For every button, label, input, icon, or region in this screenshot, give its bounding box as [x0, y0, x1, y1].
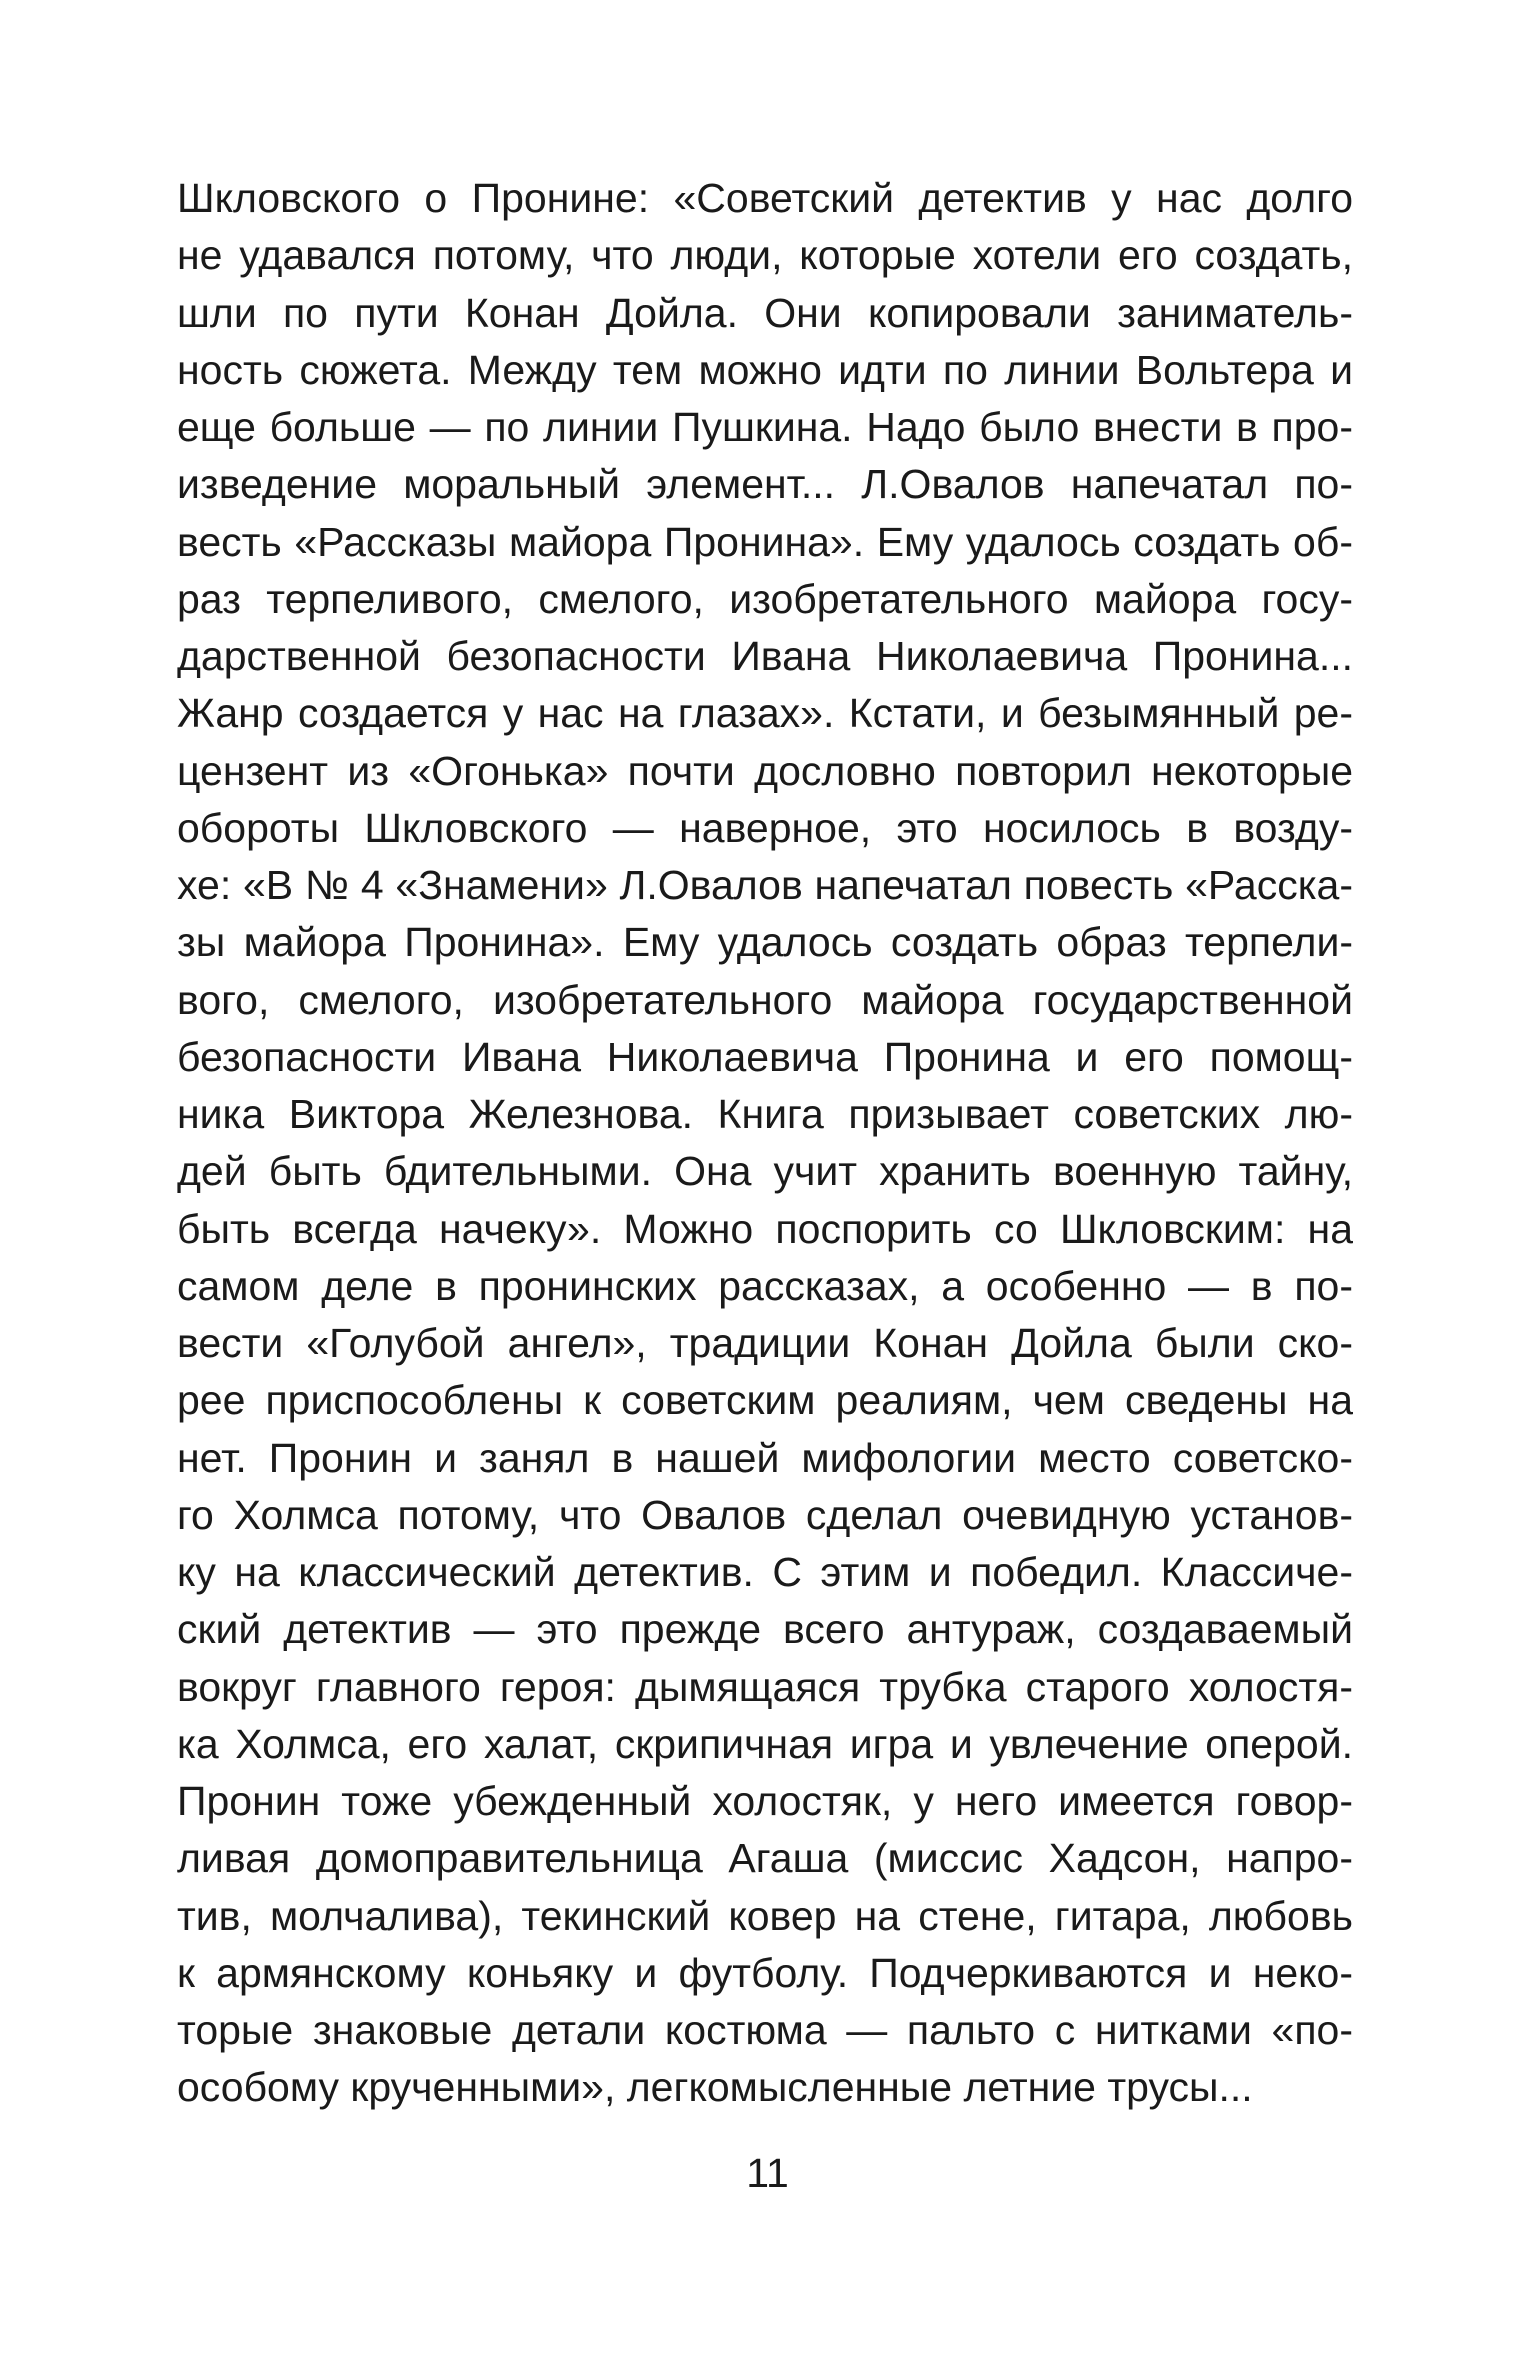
text-line: вести «Голубой ангел», традиции Конан Дойла были ско-: [177, 1320, 1353, 1366]
text-line: ника Виктора Железнова. Книга призывает советских лю-: [177, 1091, 1353, 1137]
text-line: хе: «В № 4 «Знамени» Л.Овалов напечатал повесть «Расска-: [177, 862, 1353, 908]
text-line: ку на классический детектив. С этим и победил. Классиче-: [177, 1549, 1353, 1595]
text-line: раз терпеливого, смелого, изобретательного майора госу-: [177, 575, 1353, 622]
text-line: к армянскому коньяку и футболу. Подчеркиваются и неко-: [177, 1949, 1353, 1996]
text-line: торые знаковые детали костюма — пальто с нитками «по-: [177, 2007, 1353, 2053]
text-line: ка Холмса, его халат, скрипичная игра и увлечение оперой.: [177, 1720, 1353, 1767]
text-line: изведение моральный элемент... Л.Овалов напечатал по-: [177, 461, 1353, 508]
text-line: весть «Рассказы майора Пронина». Ему удалось создать об-: [177, 518, 1353, 565]
text-line: дарственной безопасности Ивана Николаевича Пронина...: [177, 633, 1353, 679]
text-line: го Холмса потому, что Овалов сделал очевидную установ-: [177, 1491, 1353, 1538]
text-line: дей быть бдительными. Она учит хранить военную тайну,: [177, 1148, 1353, 1195]
text-line: Жанр создается у нас на глазах». Кстати, и безымянный ре-: [177, 690, 1353, 737]
text-line: Шкловского о Пронине: «Советский детектив у нас долго: [177, 175, 1353, 221]
text-line: зы майора Пронина». Ему удалось создать образ терпели-: [177, 919, 1353, 966]
text-line: еще больше — по линии Пушкина. Надо было внести в про-: [177, 404, 1353, 450]
text-line: ливая домоправительница Агаша (миссис Хадсон, напро-: [177, 1835, 1353, 1882]
text-line: Пронин тоже убежденный холостяк, у него имеется говор-: [177, 1778, 1353, 1824]
text-line: цензент из «Огонька» почти дословно повторил некоторые: [177, 747, 1353, 794]
text-line: самом деле в пронинских рассказах, а особенно — в по-: [177, 1262, 1353, 1309]
text-line: нет. Пронин и занял в нашей мифологии место советско-: [177, 1434, 1353, 1481]
text-line: вого, смелого, изобретательного майора государственной: [177, 976, 1353, 1023]
text-line: шли по пути Конан Дойла. Они копировали заниматель-: [177, 289, 1353, 336]
text-line: быть всегда начеку». Можно поспорить со Шкловским: на: [177, 1205, 1353, 1252]
text-line: рее приспособлены к советским реалиям, чем сведены на: [177, 1377, 1353, 1424]
text-line: обороты Шкловского — наверное, это носилось в возду-: [177, 804, 1353, 851]
text-line: тив, молчалива), текинский ковер на стене, гитара, любовь: [177, 1892, 1353, 1939]
text-line: ность сюжета. Между тем можно идти по линии Вольтера и: [177, 346, 1353, 393]
text-line: не удавался потому, что люди, которые хотели его создать,: [177, 232, 1353, 279]
body-text: [177, 170, 1353, 2117]
page-number: 11: [746, 2150, 789, 2196]
text-line: безопасности Ивана Николаевича Пронина и его помощ-: [177, 1033, 1353, 1080]
text-line: ский детектив — это прежде всего антураж, создаваемый: [177, 1606, 1353, 1653]
text-line: особому крученными», легкомысленные летние трусы...: [177, 2064, 1253, 2111]
text-line: вокруг главного героя: дымящаяся трубка старого холостя-: [177, 1663, 1353, 1710]
